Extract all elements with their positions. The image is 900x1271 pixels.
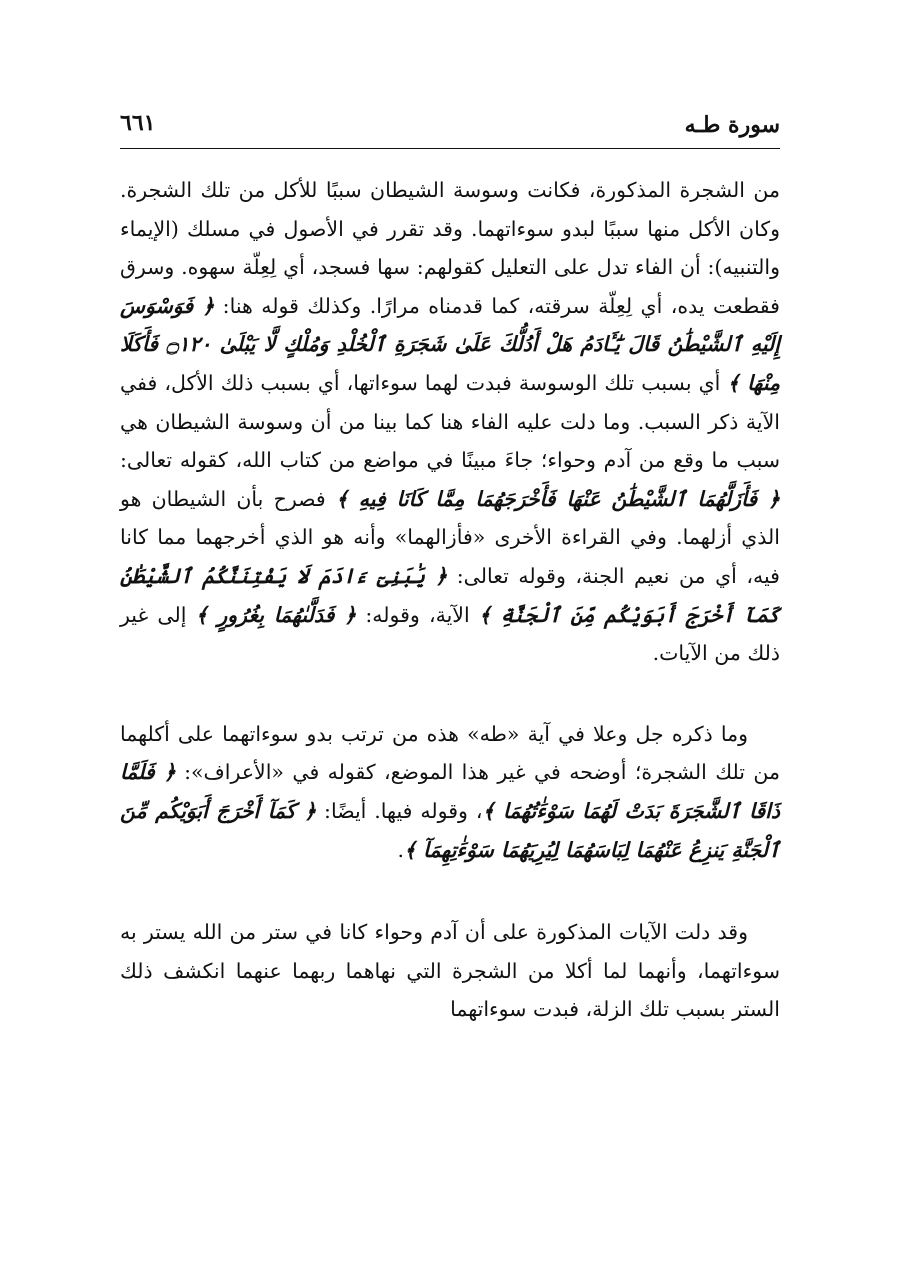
- paragraph-1: [120, 171, 780, 673]
- paragraph-2: [120, 715, 780, 869]
- quran-verse: ﴿ كَمَآ أَخْرَجَ أَبَوَيْكُم مِّنَ ٱلْجَنَّةِ يَنزِعُ عَنْهُمَا لِبَاسَهُمَا لِيُرِيَهُمَا سَوْءَٰتِهِمَآ ﴾: [120, 798, 780, 862]
- paragraph-spacer: [120, 869, 780, 913]
- book-page: [120, 100, 780, 1220]
- paragraph-spacer: [120, 673, 780, 715]
- quran-verse: ﴿ فَأَزَلَّهُمَا ٱلشَّيْطَٰنُ عَنْهَا فَأَخْرَجَهُمَا مِمَّا كَانَا فِيهِ ﴾: [335, 486, 780, 511]
- body-text: [120, 171, 780, 1029]
- quran-verse: ﴿ يَٰبَنِىٓ ءَادَمَ لَا يَفْتِنَنَّكُمُ ٱلشَّيْطَٰنُ كَمَآ أَخْرَجَ أَبَوَيْكُم مِّنَ ٱلْجَنَّةِ ﴾: [120, 563, 780, 627]
- surah-title: سورة طـه: [684, 112, 780, 138]
- text-segment: أي بسبب تلك الوسوسة فبدت لهما سوءاتها، أي بسبب ذلك الأكل، ففي الآية ذكر السبب. وما دلت عليه الفاء هنا كما بينا من أن وسوسة الشيطان هي سبب ما وقع من آدم وحواء؛ جاءَ مبينًا في مواضع من كتاب الله، كقوله تعالى:: [120, 370, 780, 473]
- text-segment: من الشجرة المذكورة، فكانت وسوسة الشيطان سببًا للأكل من تلك الشجرة. وكان الأكل منها سببًا لبدو سوءاتهما. وقد تقرر في الأصول في مسلك (الإيماء والتنبيه): أن الفاء تدل على التعليل كقولهم: سها فسجد، أي لِعِلّة سهوه. وسرق فقطعت يده، أي لِعِلّة سرقته، كما قدمناه مرارًا. وكذلك قوله هنا:: [120, 178, 780, 318]
- text-segment: إلى غير ذلك من الآيات.: [120, 602, 780, 666]
- quran-verse: ﴿ فَوَسْوَسَ إِلَيْهِ ٱلشَّيْطَٰنُ قَالَ يَٰٓـَٔادَمُ هَلْ أَدُلُّكَ عَلَىٰ شَجَرَةِ ٱلْخُلْدِ وَمُلْكٍ لَّا يَبْلَىٰ ۝١٢٠ فَأَكَلَا مِنْهَا ﴾: [120, 293, 780, 395]
- text-segment: وما ذكره جل وعلا في آية «طه» هذه من ترتب بدو سوءاتهما على أكلهما من تلك الشجرة؛ أوضحه في غير هذا الموضع، كقوله في «الأعراف»:: [120, 721, 780, 785]
- paragraph-3: [120, 913, 780, 1029]
- quran-verse: ﴿ فَدَلَّىٰهُمَا بِغُرُورٍ ﴾: [195, 602, 357, 627]
- text-segment: وقد دلت الآيات المذكورة على أن آدم وحواء كانا في ستر من الله يستر به سوءاتهما، وأنهما لما أكلا من الشجرة التي نهاهما ربهما عنهما انكشف ذلك الستر بسبب تلك الزلة، فبدت سوءاتهما: [120, 920, 780, 1022]
- text-segment: الآية، وقوله:: [356, 602, 479, 627]
- text-segment: فصرح بأن الشيطان هو الذي أزلهما. وفي القراءة الأخرى «فأزالهما» وأنه هو الذي أخرجهما مما كانا فيه، أي من نعيم الجنة، وقوله تعالى:: [120, 486, 780, 588]
- quran-verse: ﴿ فَلَمَّا ذَاقَا ٱلشَّجَرَةَ بَدَتْ لَهُمَا سَوْءَٰتُهُمَا ﴾: [120, 760, 780, 823]
- running-header: [120, 100, 780, 149]
- text-segment: ، وقوله فيها. أيضًا:: [316, 798, 483, 823]
- text-segment: .: [397, 837, 405, 862]
- page-number: ٦٦١: [120, 110, 156, 136]
